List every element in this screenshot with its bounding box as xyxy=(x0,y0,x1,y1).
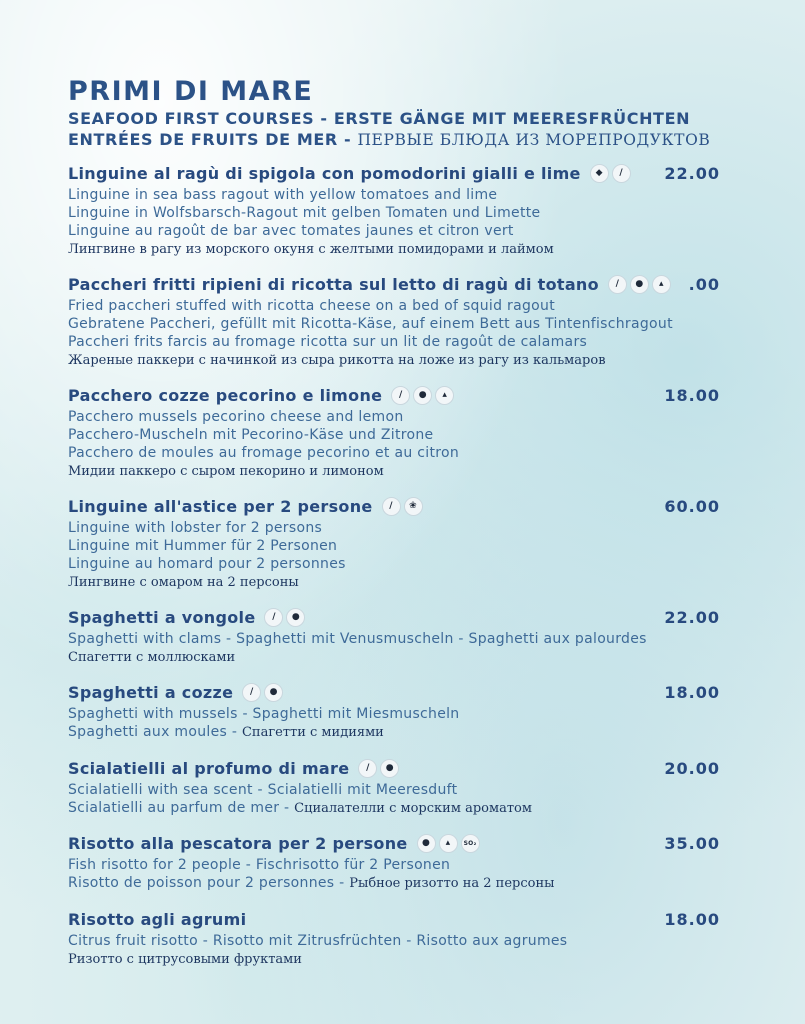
mollusc-icon: ● xyxy=(417,834,436,853)
dish-name-text: Linguine all'astice per 2 persone xyxy=(68,497,373,516)
description-russian: Лингвине в рагу из морского окуня с желтыми помидорами и лаймом xyxy=(68,242,554,257)
mollusc-icon: ● xyxy=(264,683,283,702)
dish-description-line xyxy=(68,444,723,462)
dish-name xyxy=(68,759,399,778)
dish-description-line xyxy=(68,351,723,370)
description-russian: Спагетти с моллюсками xyxy=(68,650,236,665)
dish-name xyxy=(68,275,671,294)
dish-description-line xyxy=(68,856,723,874)
mollusc-icon: ● xyxy=(630,275,649,294)
description-text: Linguine in sea bass ragout with yellow tomatoes and lime xyxy=(68,187,498,203)
allergen-icons xyxy=(391,386,454,405)
dish-price: 20.00 xyxy=(664,759,720,778)
gluten-icon: ∕ xyxy=(264,608,283,627)
menu-item-header xyxy=(68,683,723,705)
gluten-icon: ∕ xyxy=(608,275,627,294)
subtitle-ru: ПЕРВЫЕ БЛЮДА ИЗ МОРЕПРОДУКТОВ xyxy=(357,131,711,149)
menu-page xyxy=(68,76,728,151)
dish-description-line xyxy=(68,519,723,537)
subtitle-line-2 xyxy=(68,129,728,151)
description-russian: Спагетти с мидиями xyxy=(241,725,384,740)
menu-item-header xyxy=(68,834,723,856)
dish-description-line xyxy=(68,950,723,969)
dish-description-line xyxy=(68,408,723,426)
dish-description-line xyxy=(68,315,723,333)
mollusc-icon: ● xyxy=(380,759,399,778)
description-russian: Ризотто с цитрусовыми фруктами xyxy=(68,952,302,967)
dish-name xyxy=(68,683,283,702)
dish-description-line xyxy=(68,240,723,259)
description-russian: Сциалателли с морским ароматом xyxy=(294,801,532,816)
dish-name-text: Paccheri fritti ripieni di ricotta sul letto di ragù di totano xyxy=(68,275,599,294)
description-text: Linguine with lobster for 2 persons xyxy=(68,520,323,536)
dish-name-text: Scialatielli al profumo di mare xyxy=(68,759,350,778)
dish-description-line xyxy=(68,723,723,742)
menu-item-header xyxy=(68,759,723,781)
dish-name-text: Pacchero cozze pecorino e limone xyxy=(68,386,383,405)
gluten-icon: ∕ xyxy=(391,386,410,405)
allergen-icons xyxy=(590,164,631,183)
description-text: Spaghetti with mussels - Spaghetti mit Miesmuscheln xyxy=(68,706,460,722)
dish-name xyxy=(68,834,480,853)
dish-name xyxy=(68,164,631,183)
milk-icon: ▴ xyxy=(435,386,454,405)
subtitle-fr: ENTRÉES DE FRUITS DE MER - xyxy=(68,130,358,149)
dish-description-line xyxy=(68,932,723,950)
menu-item xyxy=(68,608,723,667)
description-text: Pacchero de moules au fromage pecorino et au citron xyxy=(68,445,460,461)
menu-item xyxy=(68,386,723,481)
mollusc-icon: ● xyxy=(413,386,432,405)
dish-description-line xyxy=(68,426,723,444)
description-text: Pacchero mussels pecorino cheese and lemon xyxy=(68,409,404,425)
page-title: PRIMI DI MARE xyxy=(68,76,314,107)
gluten-icon: ∕ xyxy=(612,164,631,183)
allergen-icons xyxy=(242,683,283,702)
dish-description-line xyxy=(68,874,723,893)
allergen-icons xyxy=(358,759,399,778)
dish-description-line xyxy=(68,630,723,648)
description-russian: Лингвине с омаром на 2 персоны xyxy=(68,575,299,590)
dish-price: 60.00 xyxy=(664,497,720,516)
dish-description-line xyxy=(68,462,723,481)
crustacean-icon: ❀ xyxy=(404,497,423,516)
menu-item xyxy=(68,164,723,259)
description-text: Scialatielli au parfum de mer - xyxy=(68,800,295,816)
description-text: Linguine mit Hummer für 2 Personen xyxy=(68,538,338,554)
dish-description-line xyxy=(68,222,723,240)
dish-name-text: Risotto alla pescatora per 2 persone xyxy=(68,834,408,853)
description-text: Fried paccheri stuffed with ricotta cheese on a bed of squid ragout xyxy=(68,298,555,314)
gluten-icon: ∕ xyxy=(358,759,377,778)
menu-item-header xyxy=(68,608,723,630)
dish-description-line xyxy=(68,705,723,723)
dish-price: 35.00 xyxy=(664,834,720,853)
gluten-icon: ∕ xyxy=(242,683,261,702)
menu-item xyxy=(68,497,723,592)
dish-description-line xyxy=(68,573,723,592)
dish-description-line xyxy=(68,204,723,222)
dish-name xyxy=(68,608,305,627)
dish-name xyxy=(68,386,454,405)
milk-icon: ▴ xyxy=(652,275,671,294)
menu-item xyxy=(68,275,723,370)
dish-price: .00 xyxy=(688,275,720,294)
subtitle-line-1: SEAFOOD FIRST COURSES - ERSTE GÄNGE MIT MEERESFRÜCHTEN xyxy=(68,109,691,128)
dish-price: 22.00 xyxy=(664,608,720,627)
menu-item-header xyxy=(68,910,723,932)
dish-name-text: Spaghetti a vongole xyxy=(68,608,256,627)
dish-description-line xyxy=(68,799,723,818)
dish-name-text: Linguine al ragù di spigola con pomodorini gialli e lime xyxy=(68,164,581,183)
mollusc-icon: ● xyxy=(286,608,305,627)
menu-item-header xyxy=(68,497,723,519)
menu-item xyxy=(68,683,723,742)
dish-name-text: Spaghetti a cozze xyxy=(68,683,234,702)
dish-description-line xyxy=(68,781,723,799)
dish-description-line xyxy=(68,537,723,555)
description-russian: Рыбное ризотто на 2 персоны xyxy=(349,876,555,891)
menu-item-header xyxy=(68,275,723,297)
description-text: Paccheri frits farcis au fromage ricotta sur un lit de ragoût de calamars xyxy=(68,334,588,350)
allergen-icons xyxy=(382,497,423,516)
dish-price: 18.00 xyxy=(664,386,720,405)
description-text: Spaghetti aux moules - xyxy=(68,724,242,740)
description-text: Fish risotto for 2 people - Fischrisotto für 2 Personen xyxy=(68,857,451,873)
description-text: Linguine au homard pour 2 personnes xyxy=(68,556,346,572)
description-russian: Мидии паккеро с сыром пекорино и лимоном xyxy=(68,464,384,479)
dish-price: 22.00 xyxy=(664,164,720,183)
dish-description-line xyxy=(68,186,723,204)
allergen-icons xyxy=(608,275,671,294)
dish-name-text: Risotto agli agrumi xyxy=(68,910,247,929)
menu-item xyxy=(68,834,723,893)
milk-icon: ▴ xyxy=(439,834,458,853)
dish-name xyxy=(68,910,246,929)
allergen-icons xyxy=(417,834,480,853)
dish-name xyxy=(68,497,423,516)
gluten-icon: ∕ xyxy=(382,497,401,516)
dish-description-line xyxy=(68,648,723,667)
description-text: Linguine in Wolfsbarsch-Ragout mit gelben Tomaten und Limette xyxy=(68,205,541,221)
dish-price: 18.00 xyxy=(664,683,720,702)
dish-price: 18.00 xyxy=(664,910,720,929)
description-text: Gebratene Paccheri, gefüllt mit Ricotta-Käse, auf einem Bett aus Tintenfischragout xyxy=(68,316,673,332)
sulphite-icon: SO₂ xyxy=(461,834,480,853)
menu-item xyxy=(68,759,723,818)
description-text: Spaghetti with clams - Spaghetti mit Venusmuscheln - Spaghetti aux palourdes xyxy=(68,631,647,647)
menu-item-header xyxy=(68,386,723,408)
dish-description-line xyxy=(68,555,723,573)
description-text: Citrus fruit risotto - Risotto mit Zitrusfrüchten - Risotto aux agrumes xyxy=(68,933,568,949)
menu-item xyxy=(68,910,723,969)
description-text: Scialatielli with sea scent - Scialatielli mit Meeresduft xyxy=(68,782,458,798)
description-text: Risotto de poisson pour 2 personnes - xyxy=(68,875,350,891)
allergen-icons xyxy=(264,608,305,627)
description-russian: Жареные паккери с начинкой из сыра рикотта на ложе из рагу из кальмаров xyxy=(68,353,606,368)
menu-item-header xyxy=(68,164,723,186)
dish-description-line xyxy=(68,333,723,351)
fish-icon: ◆ xyxy=(590,164,609,183)
description-text: Pacchero-Muscheln mit Pecorino-Käse und Zitrone xyxy=(68,427,434,443)
dish-description-line xyxy=(68,297,723,315)
description-text: Linguine au ragoût de bar avec tomates jaunes et citron vert xyxy=(68,223,514,239)
